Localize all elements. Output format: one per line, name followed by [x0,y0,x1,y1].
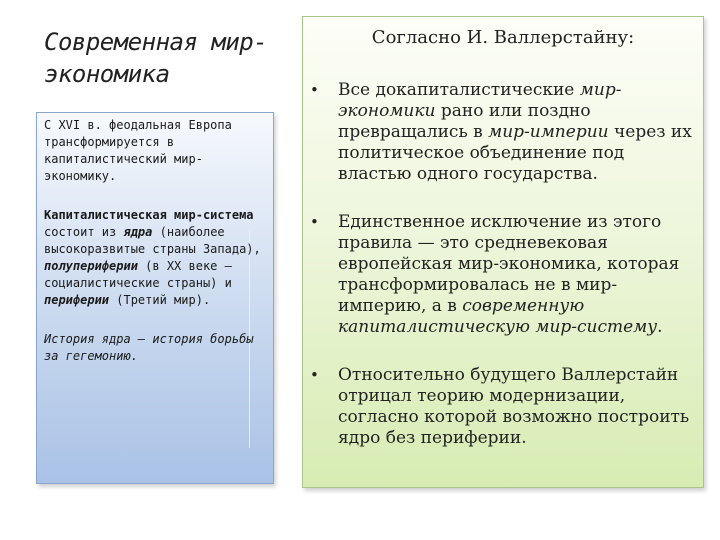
term-world-empires: мир-империи [488,122,609,142]
bullet-item-2: • Единственное исключение из этого правила — это средневековая европейская мир-экономика, которая трансформировалась не в мир-империю, а в современную капиталистическую мир-систему. [310,212,695,338]
term-core: ядра [123,225,153,239]
left-paragraph-1: С XVI в. феодальная Европа трансформируется в капиталистический мир-экономику. [44,118,232,183]
bullet-item-1: • Все докапиталистические мир-экономики рано или поздно превращались в мир-империи через их политическое объединение под властью одного государства. [310,80,695,185]
left-paragraph-2: Капиталистическая мир-система состоит из ядра (наиболее высокоразвитые страны Запада), полупериферии (в XX веке — социалистические страны) и периферии (Третий мир). [44,208,261,307]
term-modern-world-system: современную капиталистическую мир-систему [338,296,658,337]
left-text-content [44,117,270,365]
bullet-list [310,80,698,449]
right-panel-title: Согласно И. Валлерстайну: [371,27,635,48]
term-world-economies: мир-экономики [338,80,622,121]
slide-title: Современная мир-экономика [44,28,268,88]
term-semi-periphery: полупериферии [44,259,138,273]
term-world-system: Капиталистическая мир-система [44,208,254,222]
term-periphery: периферии [44,293,110,307]
bullet-item-3: • Относительно будущего Валлерстайн отрицал теорию модернизации, согласно которой возможно построить ядро без периферии. [310,365,695,449]
left-paragraph-3: История ядра — история борьбы за гегемонию. [44,332,254,363]
